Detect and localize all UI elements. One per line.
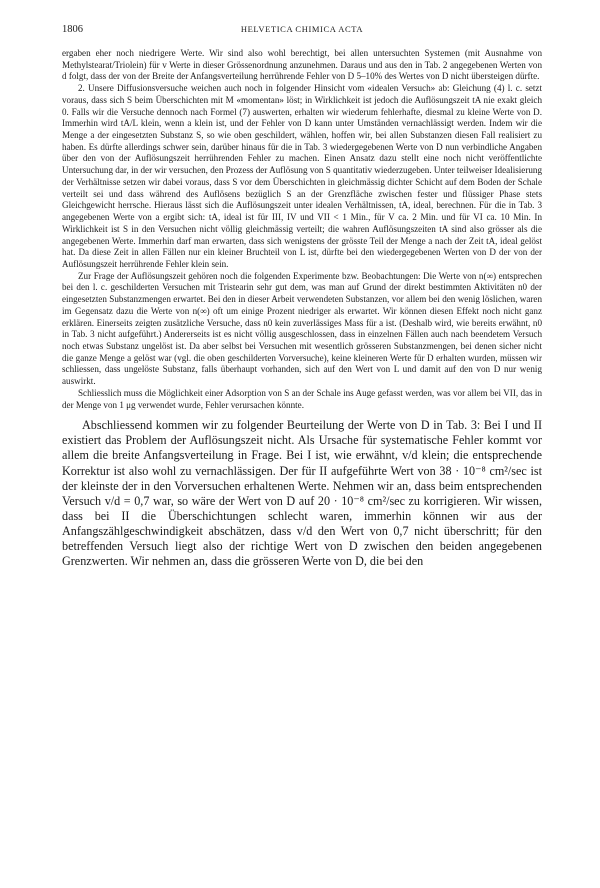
page-number: 1806 (62, 24, 83, 35)
small-print-section (62, 48, 542, 411)
paragraph: Abschliessend kommen wir zu folgender Beurteilung der Werte von D in Tab. 3: Bei I und II existiert das Problem der Auflösungszeit nicht. Als Ursache für systematische Fehler kommt vor allem die breite Anfangsverteilung in Frage. Bei I ist, wie erwähnt, v/d klein; die entsprechende Korrektur ist also wohl zu vernachlässigen. Der für II aufgeführte Wert von 38 · 10⁻⁸ cm²/sec ist der kleinste der in den Vorversuchen erhaltenen Werte. Nehmen wir an, dass beim entsprechenden Versuch v/d = 0,7 war, so wäre der Wert von D auf 20 · 10⁻⁸ cm²/sec zu korrigieren. Wir wissen, dass bei II die Überschichtungen schlecht waren, immerhin können wir aus der Anfangszählgeschwindigkeit abschätzen, dass v/d den Wert von 0,7 nicht überschritt; für den betreffenden Versuch liegt also der richtige Wert von D zwischen den beiden angegebenen Grenzwerten. Wir nehmen an, dass die grösseren Werte von D, die bei den (62, 418, 542, 569)
journal-title: HELVETICA CHIMICA ACTA (240, 24, 364, 34)
article-body (62, 48, 542, 569)
paragraph: Zur Frage der Auflösungszeit gehören noch die folgenden Experimente bzw. Beobachtungen: Die Werte von n(∞) entsprechen bei den l. c. geschilderten Versuchen mit Tristearin sehr gut dem, was man auf Grund der direkt bestimmten Aktivitäten n0 der eingesetzten Substanzmengen erwartet. Bei den in dieser Arbeit verwendeten Substanzen, vor allem bei den wenig löslichen, waren im Gegensatz dazu die Werte von n(∞) oft um einige Prozent niedriger als erwartet. Wir können diesen Effekt noch nicht ganz erklären. Einerseits zeigten zusätzliche Versuche, dass n0 kein zuverlässiges Mass für a ist. (Deshalb wird, wie bereits erwähnt, n0 in Tab. 3 nicht aufgeführt.) Andererseits ist es nicht völlig ausgeschlossen, dass in einzelnen Fällen auch nach beendetem Versuch noch etwas Substanz ungelöst ist. Da aber selbst bei Versuchen mit wesentlich grösseren Substanzmengen, bei denen sicher nicht die ganze Menge a gelöst war (vgl. die oben geschilderten Vorversuche), keine kleineren Werte für D erhalten wurden, müssen wir schliessen, dass ungelöste Substanz, falls überhaupt vorhanden, sich auf den Wert von L und damit auf den von D nur wenig auswirkt. (62, 270, 542, 387)
paragraph: 2. Unsere Diffusionsversuche weichen auch noch in folgender Hinsicht vom «idealen Versuch» ab: Gleichung (4) l. c. setzt voraus, dass sich S beim Überschichten mit M «momentan» löst; in Wirklichkeit ist jedoch die Auflösungszeit tA nie exakt gleich 0. Falls wir die Versuche dennoch nach Formel (7) auswerten, erhalten wir wiederum fehlerhafte, diesmal zu kleine Werte von D. Immerhin wird tA/L klein, wenn a klein ist, und der Fehler von D kann unter Umständen vernachlässigt werden. Indem wir die Menge a der eingesetzten Substanz S, so wie oben geschildert, wählen, hoffen wir, bei allen Substanzen diesen Fall realisiert zu haben. Es dürfte allerdings schwer sein, darüber hinaus für die in Tab. 3 wiedergegebenen Werte von D nun verbindliche Angaben über den von der Auflösungszeit herrührenden Fehler zu machen. Einen Ansatz dazu stellt eine noch nicht veröffentlichte Untersuchung dar, in der wir versuchen, den Prozess der Auflösung von S quantitativ wiederzugeben. Unter teilweiser Idealisierung der Verhältnisse setzen wir dabei voraus, dass S vor dem Überschichten in gleichmässig dichter Schicht auf dem Boden der Schale verteilt sei und dass während des Auflösens bezüglich S an der Grenzfläche zwischen fester und flüssiger Phase stets Gleichgewicht herrsche. Hieraus lässt sich die Auflösungszeit unter idealen Verhältnissen, tA, ideal, berechnen. Für die in Tab. 3 angegebenen Werte von a ergibt sich: tA, ideal ist für III, IV und VII < 1 Min., für V ca. 2 Min. und für VI ca. 10 Min. In Wirklichkeit ist S in den Versuchen nicht völlig gleichmässig verteilt; die wahren Auflösungszeiten tA sind also grösser als die angegebenen Werte. Immerhin darf man erwarten, dass sich wenigstens der grösste Teil der Menge a nach der Zeit tA, ideal gelöst hat. Da diese Zeit in allen Fällen nur ein kleiner Bruchteil von L ist, dürfte bei den wiedergegebenen Werten von D der von der Auflösungszeit herrührende Fehler klein sein. (62, 83, 542, 269)
paragraph: Schliesslich muss die Möglichkeit einer Adsorption von S an der Schale ins Auge gefasst werden, was vor allem bei VII, das in der Menge von 1 μg verwendet wurde, Fehler verursachen könnte. (62, 387, 542, 410)
paragraph: ergaben eher noch niedrigere Werte. Wir sind also wohl berechtigt, bei allen untersuchten Systemen (mit Ausnahme von Methylstearat/Triolein) für v Werte in dieser Grössenordnung anzunehmen. Daraus und aus den in Tab. 2 angegebenen Werten von d folgt, dass der von der Breite der Anfangsverteilung herrührende Fehler von D 5–10% des Wertes von D nicht übersteigen dürfte. (62, 48, 542, 82)
running-head (62, 24, 542, 38)
main-text-section (62, 418, 542, 569)
